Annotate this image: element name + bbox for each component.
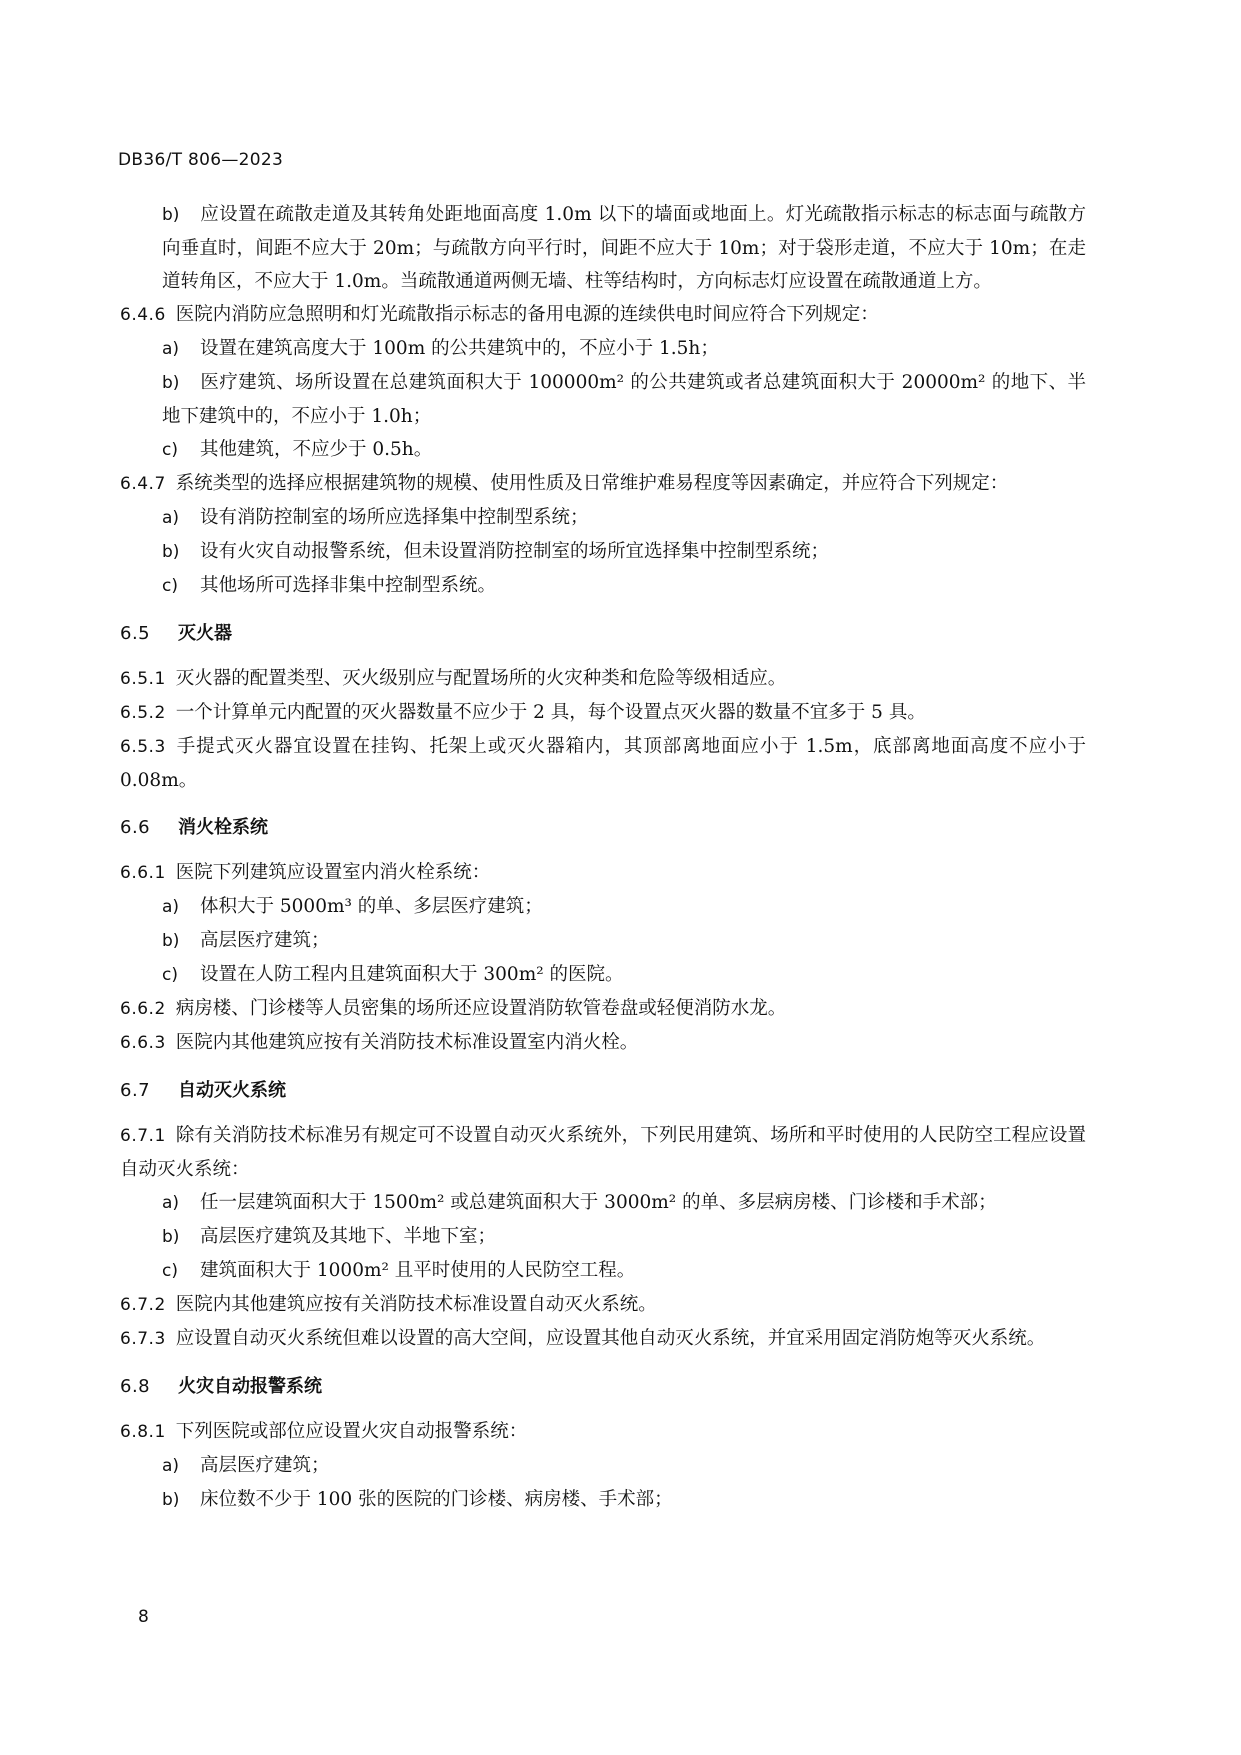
list-item <box>120 569 1086 603</box>
list-label: b) <box>162 1490 180 1510</box>
clause-number: 6.6.1 <box>120 863 166 883</box>
clause <box>120 696 1086 730</box>
list-label: c) <box>162 440 178 460</box>
list-label: b) <box>162 373 180 393</box>
list-label: b) <box>162 1227 180 1247</box>
clause-text: 高层医疗建筑； <box>200 1455 330 1476</box>
clause-number: 6.6.2 <box>120 999 166 1019</box>
section-heading <box>120 1370 1086 1403</box>
list-item <box>120 433 1086 467</box>
list-item <box>120 1186 1086 1220</box>
section-number: 6.8 <box>120 1376 151 1397</box>
clause <box>120 298 1086 332</box>
list-label: c) <box>162 965 178 985</box>
section-title: 消火栓系统 <box>178 817 268 838</box>
section-heading <box>120 1074 1086 1107</box>
clause-text: 高层医疗建筑； <box>200 930 330 951</box>
clause-text: 医院内其他建筑应按有关消防技术标准设置自动灭火系统。 <box>175 1294 657 1315</box>
clause-number: 6.7.1 <box>120 1126 166 1146</box>
list-item <box>120 890 1086 924</box>
list-item <box>120 924 1086 958</box>
clause <box>120 992 1086 1026</box>
page-number: 8 <box>138 1607 149 1627</box>
list-item <box>120 958 1086 992</box>
clause-text: 设有火灾自动报警系统，但未设置消防控制室的场所宜选择集中控制型系统； <box>200 541 830 562</box>
clause-text: 床位数不少于 100 张的医院的门诊楼、病房楼、手术部； <box>200 1489 673 1510</box>
list-label: b) <box>162 542 180 562</box>
section-heading <box>120 811 1086 844</box>
clause-text: 手提式灭火器宜设置在挂钩、托架上或灭火器箱内，其顶部离地面应小于 1.5m，底部离地面高度不应小于 0.08m。 <box>120 736 1086 791</box>
section-number: 6.7 <box>120 1080 151 1101</box>
list-label: b) <box>162 931 180 951</box>
list-item <box>120 1483 1086 1517</box>
clause-text: 体积大于 5000m³ 的单、多层医疗建筑； <box>200 896 543 917</box>
clause <box>120 1026 1086 1060</box>
list-label: a) <box>162 1456 180 1476</box>
section-title: 火灾自动报警系统 <box>178 1376 322 1397</box>
clause-text: 下列医院或部位应设置火灾自动报警系统： <box>175 1421 528 1442</box>
clause <box>120 1415 1086 1449</box>
clause-text: 任一层建筑面积大于 1500m² 或总建筑面积大于 3000m² 的单、多层病房楼、门诊楼和手术部； <box>200 1192 997 1213</box>
clause-text: 除有关消防技术标准另有规定可不设置自动灭火系统外，下列民用建筑、场所和平时使用的人民防空工程应设置自动灭火系统： <box>120 1125 1086 1180</box>
clause-text: 灭火器的配置类型、灭火级别应与配置场所的火灾种类和危险等级相适应。 <box>175 668 787 689</box>
section-number: 6.6 <box>120 817 151 838</box>
clause-text: 其他建筑，不应少于 0.5h。 <box>200 439 433 460</box>
clause-number: 6.5.3 <box>120 737 166 757</box>
clause <box>120 467 1086 501</box>
clause <box>120 1322 1086 1356</box>
clause-text: 高层医疗建筑及其地下、半地下室； <box>200 1226 497 1247</box>
clause-number: 6.8.1 <box>120 1422 166 1442</box>
clause-text: 医院内其他建筑应按有关消防技术标准设置室内消火栓。 <box>175 1032 639 1053</box>
list-label: b) <box>162 205 180 225</box>
clause <box>120 730 1086 797</box>
list-item <box>120 332 1086 366</box>
clause-text: 其他场所可选择非集中控制型系统。 <box>200 575 497 596</box>
list-item <box>120 366 1086 433</box>
clause <box>120 856 1086 890</box>
list-label: a) <box>162 339 180 359</box>
section-title: 灭火器 <box>178 623 232 644</box>
list-item <box>120 198 1086 298</box>
section-title: 自动灭火系统 <box>178 1080 286 1101</box>
document-body <box>120 198 1086 1517</box>
list-item <box>120 1449 1086 1483</box>
clause-text: 医院内消防应急照明和灯光疏散指示标志的备用电源的连续供电时间应符合下列规定： <box>175 304 879 325</box>
clause-text: 医疗建筑、场所设置在总建筑面积大于 100000m² 的公共建筑或者总建筑面积大于 20000m² 的地下、半地下建筑中的，不应小于 1.0h； <box>162 372 1086 427</box>
clause-number: 6.5.1 <box>120 669 166 689</box>
clause-number: 6.4.7 <box>120 474 166 494</box>
clause-text: 应设置在疏散走道及其转角处距地面高度 1.0m 以下的墙面或地面上。灯光疏散指示标志的标志面与疏散方向垂直时，间距不应大于 20m；与疏散方向平行时，间距不应大于 10m；对于袋形走道，不应大于 10m；在走道转角区，不应大于 1.0m。当疏散通道两侧无墙、柱等结构时，方向标志灯应设置在疏散通道上方。 <box>162 204 1086 292</box>
clause <box>120 1119 1086 1186</box>
clause-text: 病房楼、门诊楼等人员密集的场所还应设置消防软管卷盘或轻便消防水龙。 <box>175 998 787 1019</box>
section-number: 6.5 <box>120 623 151 644</box>
clause-text: 设置在建筑高度大于 100m 的公共建筑中的，不应小于 1.5h； <box>200 338 719 359</box>
section-heading <box>120 617 1086 650</box>
clause-number: 6.7.2 <box>120 1295 166 1315</box>
list-label: c) <box>162 576 178 596</box>
clause-number: 6.5.2 <box>120 703 166 723</box>
clause <box>120 662 1086 696</box>
list-item <box>120 1254 1086 1288</box>
clause-text: 系统类型的选择应根据建筑物的规模、使用性质及日常维护难易程度等因素确定，并应符合下列规定： <box>175 473 1009 494</box>
clause-text: 设有消防控制室的场所应选择集中控制型系统； <box>200 507 589 528</box>
clause-number: 6.7.3 <box>120 1329 166 1349</box>
clause <box>120 1288 1086 1322</box>
list-label: c) <box>162 1261 178 1281</box>
clause-text: 一个计算单元内配置的灭火器数量不应少于 2 具，每个设置点灭火器的数量不宜多于 5 具。 <box>175 702 926 723</box>
clause-text: 医院下列建筑应设置室内消火栓系统： <box>175 862 491 883</box>
clause-number: 6.4.6 <box>120 305 166 325</box>
clause-text: 建筑面积大于 1000m² 且平时使用的人民防空工程。 <box>200 1260 636 1281</box>
list-item <box>120 501 1086 535</box>
document-header: DB36/T 806—2023 <box>118 150 284 170</box>
list-label: a) <box>162 1193 180 1213</box>
list-label: a) <box>162 508 180 528</box>
list-item <box>120 535 1086 569</box>
clause-text: 应设置自动灭火系统但难以设置的高大空间，应设置其他自动灭火系统，并宜采用固定消防炮等灭火系统。 <box>175 1328 1046 1349</box>
list-label: a) <box>162 897 180 917</box>
clause-text: 设置在人防工程内且建筑面积大于 300m² 的医院。 <box>200 964 624 985</box>
clause-number: 6.6.3 <box>120 1033 166 1053</box>
list-item <box>120 1220 1086 1254</box>
